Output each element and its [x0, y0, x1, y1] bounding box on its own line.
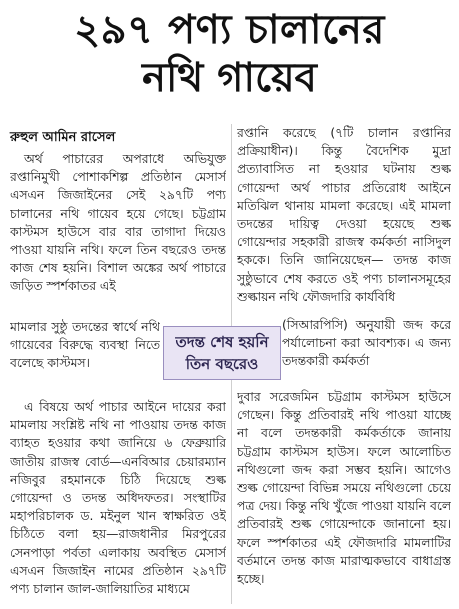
body-right-wrap — [282, 316, 451, 371]
byline: রুহুল আমিন রাসেল — [10, 130, 116, 145]
body-right-bottom — [237, 388, 451, 608]
headline-line-2: নথি গায়েব — [142, 55, 317, 101]
paragraph: (সিআরপিসি) অনুযায়ী জব্দ করে পর্যালোচনা করা আবশ্যক। এ জন্য তদন্তকারী কর্মকর্তা — [282, 318, 451, 369]
body-left-wrap — [10, 318, 160, 373]
headline-line-1: ২৯৭ পণ্য চালানের — [74, 7, 385, 53]
paragraph: দুবার সরেজমিন চট্টগ্রাম কাস্টমস হাউসে গেছেন। কিন্তু প্রতিবারই নথি পাওয়া যাচ্ছে না বলে তদন্তকারী কর্মকর্তাকে জানায় চট্টগ্রাম কাস্টমস হাউস। ফলে আলোচিত নথিগুলো জব্দ করা সম্ভব হয়নি। আগেও শুল্ক গোয়েন্দা বিভিন্ন সময়ে নথিগুলো চেয়ে পত্র দেয়। কিন্তু নথি খুঁজে পাওয়া যায়নি বলে প্রতিবারই শুল্ক গোয়েন্দাকে জানানো হয়। ফলে স্পর্শকাতর এই ফৌজদারি মামলাটির বর্তমানে তদন্ত কাজ মারাত্মকভাবে বাধাগ্রস্ত হচ্ছে। — [237, 390, 451, 587]
paragraph: এ বিষয়ে অর্থ পাচার আইনে দায়ের করা মামলায় সংশ্লিষ্ট নথি না পাওয়ায় তদন্ত কাজ ব্যাহত হওয়ার কথা জানিয়ে ৬ ফেব্রুয়ারি জাতীয় রাজস্ব বোর্ড—এনবিআর চেয়ারম্যান নজিবুর রহমানকে চিঠি দিয়েছে শুল্ক গোয়েন্দা ও তদন্ত অধিদফতর। সংস্থাটির মহাপরিচালক ড. মইনুল খান স্বাক্ষরিত ওই চিঠিতে বলা হয়—রাজধানীর মিরপুরের সেনপাড়া পর্বতা এলাকায় অবস্থিত মেসার্স এসএন জিজাইন নামের প্রতিষ্ঠান ২৯৭টি পণ্য চালান জাল-জালিয়াতির মাধ্যমে — [10, 400, 226, 597]
pull-quote-line-1: তদন্ত শেষ হয়নি — [175, 333, 269, 351]
pull-quote-line-2: তিন বছরেও — [185, 355, 259, 373]
body-left-bottom — [10, 398, 226, 608]
paragraph: মামলার সুষ্ঠু তদন্তের স্বার্থে নথি গায়েবের বিরুদ্ধে ব্যবস্থা নিতে বলেছে কাস্টমস। — [10, 320, 160, 371]
paragraph: অর্থ পাচারের অপরাধে অভিযুক্ত রপ্তানিমুখী পোশাকশিল্প প্রতিষ্ঠান মেসার্স এসএন জিজাইনের সেই ২৯৭টি পণ্য চালানের নথি গায়েব হয়ে গেছে। চট্টগ্রাম কাস্টমস হাউসে বার বার তাগাদা দিয়েও পাওয়া যায়নি নথি। ফলে তিন বছরেও তদন্ত কাজ শেষ হয়নি। বিশাল অঙ্কের অর্থ পাচারে জড়িত স্পর্শকাতর এই — [10, 152, 226, 294]
headline — [0, 6, 459, 102]
paragraph: রপ্তানি করেছে (৭টি চালান রপ্তানির প্রক্রিয়াধীন)। কিন্তু বৈদেশিক মুদ্রা প্রত্যাবাসিত না হওয়ার ঘটনায় শুল্ক গোয়েন্দা অর্থ পাচার প্রতিরোধ আইনে মতিঝিল থানায় মামলা করেছে। এই মামলা তদন্তের দায়িত্ব দেওয়া হয়েছে শুল্ক গোয়েন্দার সহকারী রাজস্ব কর্মকর্তা নাসিদুল হককে। তিনি জানিয়েছেন— তদন্ত কাজ সুষ্ঠুভাবে শেষ করতে ওই পণ্য চালানসমূহের শুল্কায়ন নথি ফৌজদারি কার্যবিধি — [237, 126, 451, 304]
